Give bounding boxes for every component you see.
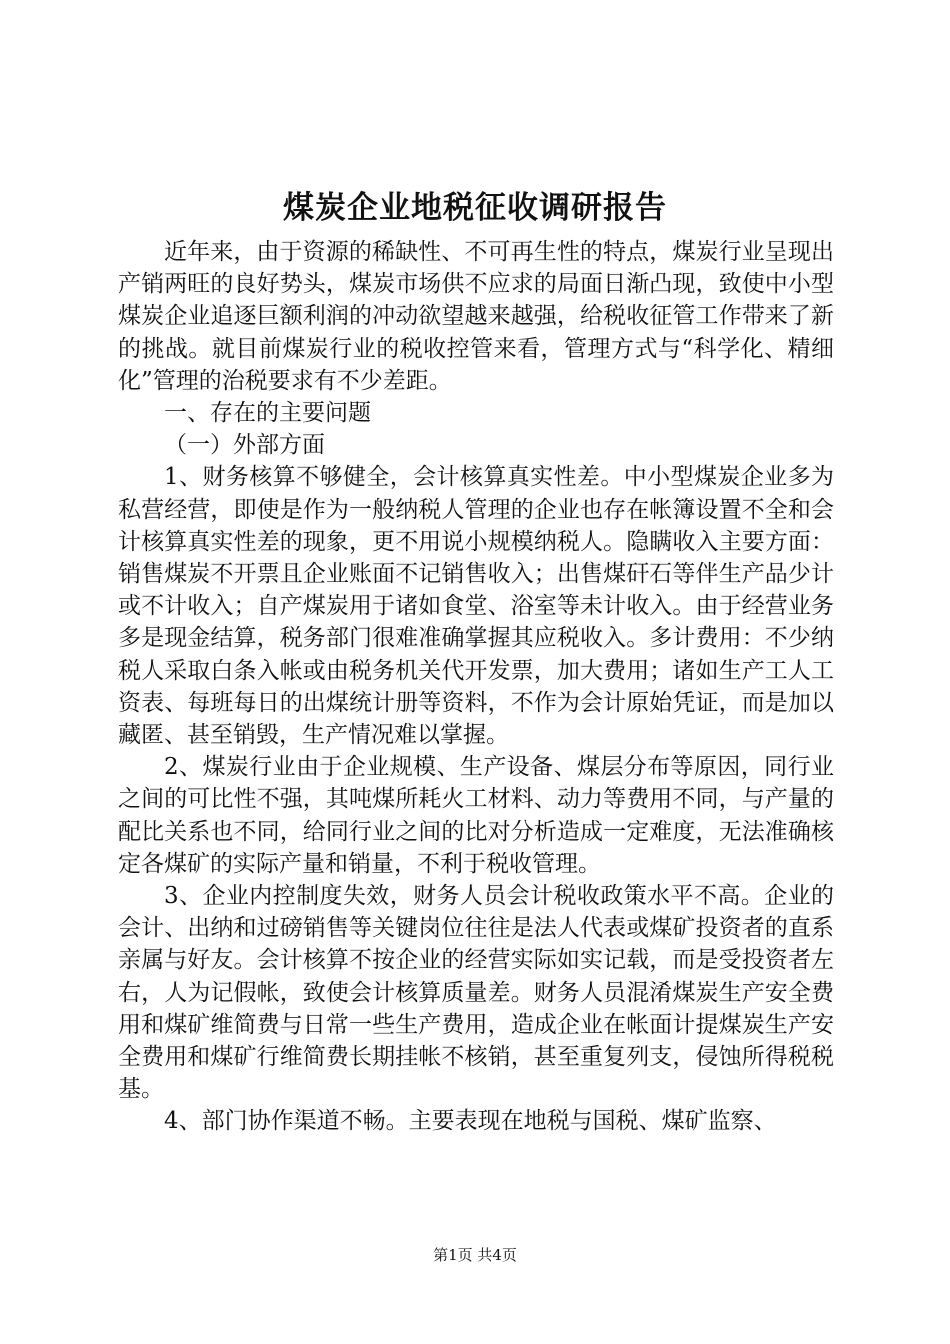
paragraph-intro: 近年来，由于资源的稀缺性、不可再生性的特点，煤炭行业呈现出产销两旺的良好势头，煤炭市场供不应求的局面日渐凸现，致使中小型煤炭企业追逐巨额利润的冲动欲望越来越强，给税收征管工作带来了新的挑战。就目前煤炭行业的税收控管来看，管理方式与“科学化、精细化”管理的治税要求有不少差距。 bbox=[118, 239, 834, 394]
section-heading-main-problems: 一、存在的主要问题 bbox=[164, 400, 371, 427]
paragraph-item-2: 2、煤炭行业由于企业规模、生产设备、煤层分布等原因，同行业之间的可比性不强，其吨煤所耗火工材料、动力等费用不同，与产量的配比关系也不同，给同行业之间的比对分析造成一定难度，无法准确核定各煤矿的实际产量和销量，不利于税收管理。 bbox=[118, 754, 834, 877]
paragraph-item-3: 3、企业内控制度失效，财务人员会计税收政策水平不高。企业的会计、出纳和过磅销售等关键岗位往往是法人代表或煤矿投资者的直系亲属与好友。会计核算不按企业的经营实际如实记载，而是受投资者左右，人为记假帐，致使会计核算质量差。财务人员混淆煤炭生产安全费用和煤矿维简费与日常一些生产费用，造成企业在帐面计提煤炭生产安全费用和煤矿行维简费长期挂帐不核销，甚至重复列支，侵蚀所得税税基。 bbox=[118, 883, 834, 1103]
document-title: 煤炭企业地税征收调研报告 bbox=[283, 190, 667, 226]
paragraph-item-1: 1、财务核算不够健全，会计核算真实性差。中小型煤炭企业多为私营经营，即使是作为一般纳税人管理的企业也存在帐簿设置不全和会计核算真实性差的现象，更不用说小规模纳税人。隐瞒收入主要方面：销售煤炭不开票且企业账面不记销售收入；出售煤矸石等伴生产品少计或不计收入；自产煤炭用于诸如食堂、浴室等未计收入。由于经营业务多是现金结算，税务部门很难准确掌握其应税收入。多计费用：不少纳税人采取白条入帐或由税务机关代开发票，加大费用；诸如生产工人工资表、每班每日的出煤统计册等资料，不作为会计原始凭证，而是加以藏匿、甚至销毁，生产情况难以掌握。 bbox=[118, 464, 834, 749]
paragraph-item-4: 4、部门协作渠道不畅。主要表现在地税与国税、煤矿监察、 bbox=[164, 1108, 777, 1135]
document-body bbox=[118, 236, 834, 1138]
page-footer: 第1页 共4页 bbox=[433, 1246, 517, 1264]
subsection-heading-external: （一）外部方面 bbox=[164, 432, 325, 459]
